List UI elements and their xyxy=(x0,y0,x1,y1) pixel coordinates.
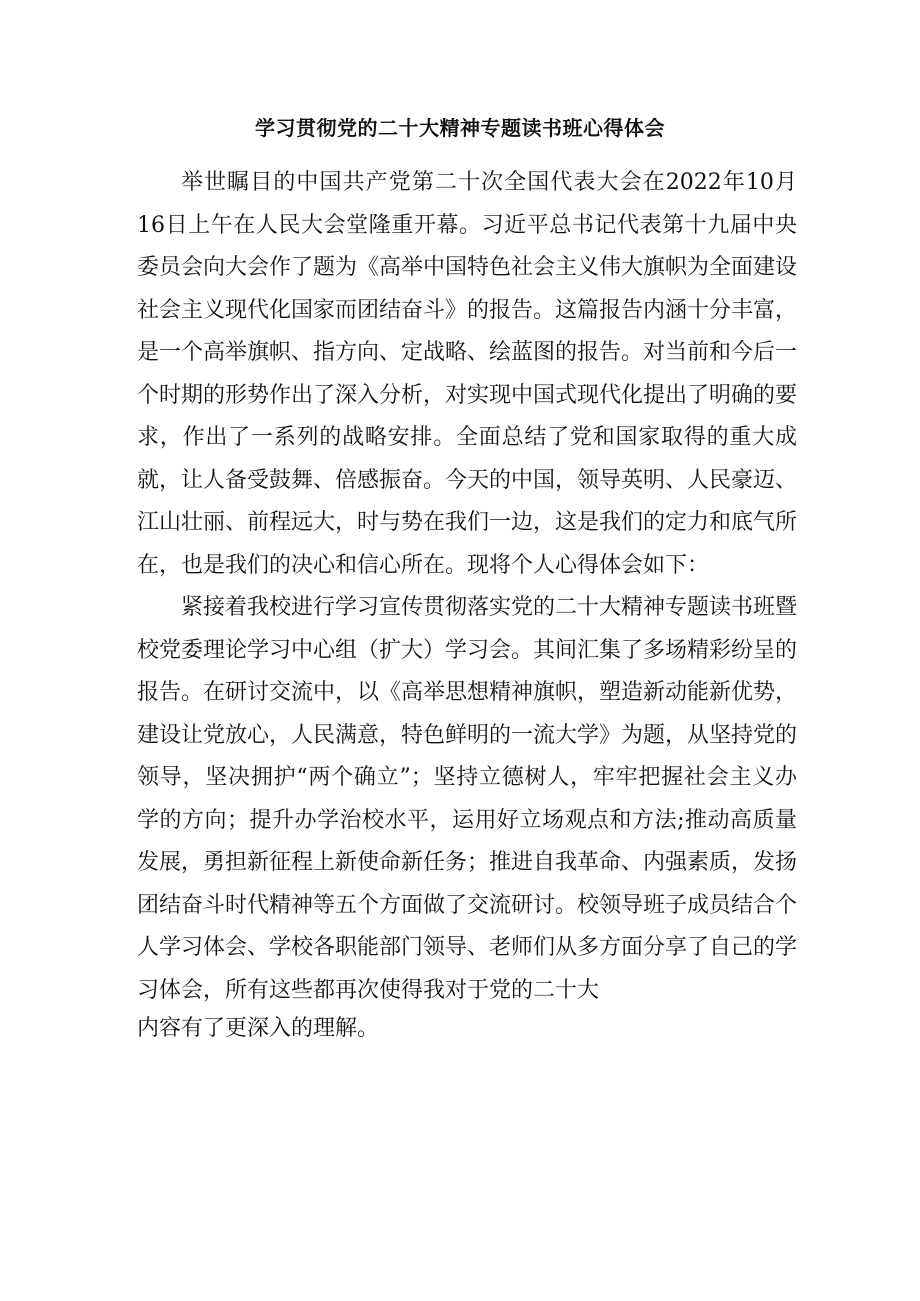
paragraph-2-tail: 内容有了更深入的理解。 xyxy=(137,1016,380,1041)
paragraph-2: 紧接着我校进行学习宣传贯彻落实党的二十大精神专题读书班暨校党委理论学习中心组（扩大）学习会。其间汇集了多场精彩纷呈的报告。在研讨交流中，以《高举思想精神旗帜，塑造新动能新优势，建设让党放心，人民满意，特色鲜明的一流大学》为题，从坚持党的领导，坚决拥护“两个确立”；坚持立德树人，牢牢把握社会主义办学的方向；提升办学治校水平，运用好立场观点和方法;推动高质量发展，勇担新征程上新使命新任务；推进自我革命、内强素质，发扬团结奋斗时代精神等五个方面做了交流研讨。校领导班子成员结合个人学习体会、学校各职能部门领导、老师们从多方面分享了自己的学习体会，所有这些都再次使得我对于党的二十大 xyxy=(137,595,798,1003)
document-body xyxy=(137,162,797,1046)
paragraph-1: 举世瞩目的中国共产党第二十次全国代表大会在2022年10月16日上午在人民大会堂隆重开幕。习近平总书记代表第十九届中央委员会向大会作了题为《高举中国特色社会主义伟大旗帜为全面建设社会主义现代化国家而团结奋斗》的报告。这篇报告内涵十分丰富，是一个高举旗帜、指方向、定战略、绘蓝图的报告。对当前和今后一个时期的形势作出了深入分析，对实现中国式现代化提出了明确的要求，作出了一系列的战略安排。全面总结了党和国家取得的重大成就，让人备受鼓舞、倍感振奋。今天的中国，领导英明、人民豪迈、江山壮丽、前程远大，时与势在我们一边，这是我们的定力和底气所在，也是我们的决心和信心所在。现将个人心得体会如下： xyxy=(137,170,798,578)
document-title: 学习贯彻党的二十大精神专题读书班心得体会 xyxy=(255,116,665,140)
